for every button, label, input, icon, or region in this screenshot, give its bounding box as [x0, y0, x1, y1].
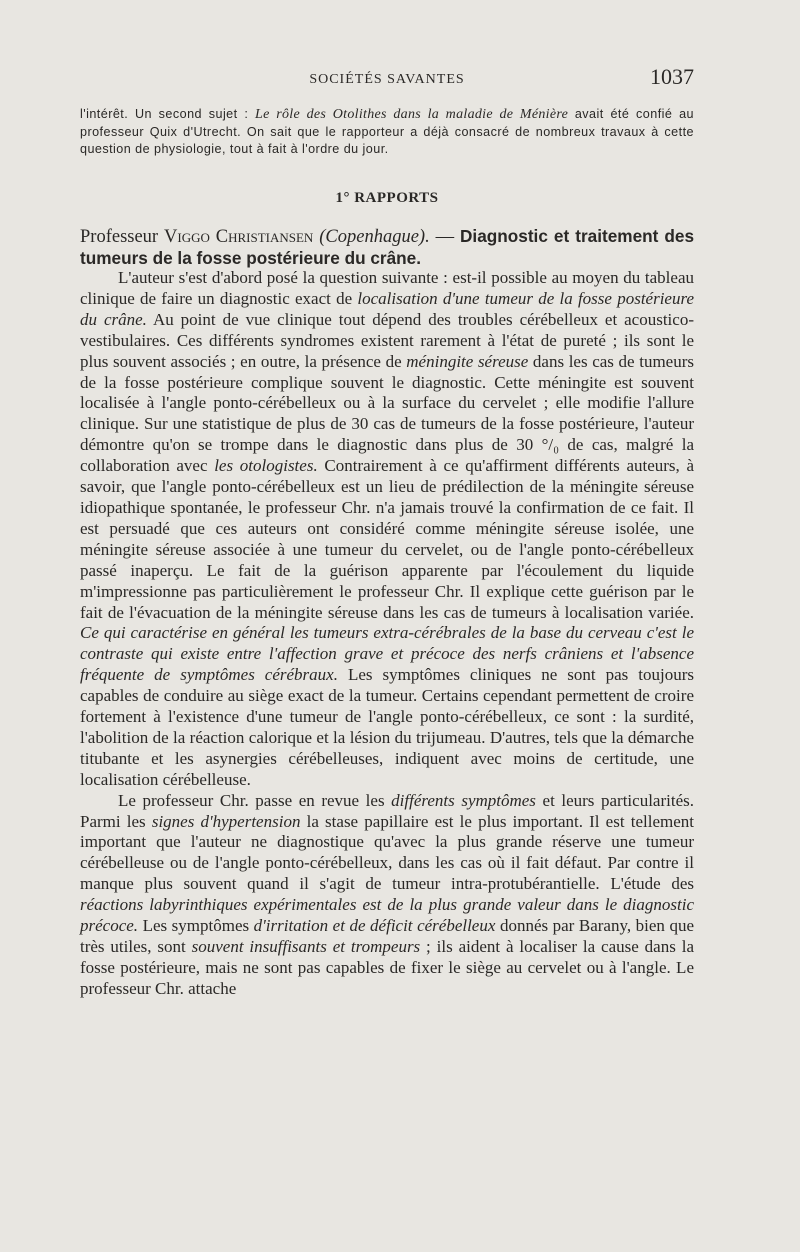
p2-text-4: Les symptômes [138, 916, 254, 936]
report-author: Viggo Christiansen [164, 227, 314, 247]
report-prefix: Professeur [80, 227, 164, 247]
p1-italic-2: méningite séreuse [406, 351, 529, 371]
section-heading: 1° RAPPORTS [335, 190, 439, 206]
report-heading [80, 226, 694, 270]
report-body [80, 268, 694, 1000]
p1-italic-4: Ce qui caractérise en général les tumeurs extra-cérébrales de la base du cerveau c'est le contraste qui existe entre l'affection grave et précoce des nerfs crâniens et l'absence fréquente de symptômes cérébraux. [80, 623, 694, 685]
p2-text-1: Le professeur Chr. passe en revue les [118, 790, 392, 810]
p2-italic-4: d'irritation et de déficit cérébelleux [253, 916, 496, 936]
report-title: Diagnostic et traitement des tumeurs de la fosse postérieure du crâne. [80, 226, 695, 268]
p2-text-5: donnés par Barany, bien que très utiles, sont [80, 916, 694, 956]
p2-italic-3: réactions labyrinthiques expérimentales est de la plus grande valeur dans le diagnostic précoce. [80, 895, 694, 936]
p2-italic-1: différents symptômes [391, 790, 536, 810]
p1-italic-1: localisation d'une tumeur de la fosse postérieure du crâne. [80, 288, 694, 329]
p2-text-3: la stase papillaire est le plus important. Il est tellement important que l'auteur ne diagnostique qu'avec la plus grande réserve une tumeur cérébelleuse ou de l'angle ponto-cérébelleux, dans les cas où il fait défaut. Par contre il manque plus souvent quand il s'agit de tumeur intra-protubérantielle. L'étude des [80, 811, 694, 894]
running-title: SOCIÉTÉS SAVANTES [309, 72, 465, 87]
report-place: (Copenhague). [319, 227, 430, 247]
intro-text-2: avait été confié au professeur Quix d'Utrecht. On sait que le rapporteur a déjà consacré de nombreux travaux à cette question de physiologie, tout à fait à l'ordre du jour. [80, 107, 695, 156]
p1-text-4: Contrairement à ce qu'affirment différents auteurs, à savoir, que l'angle ponto-cérébelleux est un lieu de prédilection de la méningite séreuse idiopathique spontanée, le professeur Chr. n'a jamais trouvé la confirmation de ce fait. Il est persuadé que ces auteurs ont considéré comme méningite séreuse isolée, une méningite séreuse associée à une tumeur du cervelet, ou de l'angle ponto-cérébelleux passé inaperçu. Le fait de la guérison apparente par l'écoulement du liquide m'impressionne pas particulièrement le professeur Chr. Il explique cette guérison par le fait de l'évacuation de la méningite séreuse dans les cas de tumeurs à localisation variée. [80, 456, 695, 622]
intro-italic-1: Le rôle des Otolithes dans la maladie de Ménière [255, 107, 569, 122]
p1-text-5: Les symptômes cliniques ne sont pas toujours capables de conduire au siège exact de la tumeur. Certains cependant permettent de croire fortement à l'existence d'une tumeur de l'angle ponto-cérébelleux, ce sont : la surdité, l'abolition de la réaction calorique et la lésion du trijumeau. D'autres, tels que la démarche titubante et les asynergies cérébelleuses, indiquent avec moins de certitude, une localisation cérébelleuse. [80, 665, 694, 789]
page-header [80, 64, 694, 94]
p1-text-3: dans les cas de tumeurs de la fosse postérieure complique souvent le diagnostic. Cette méningite est souvent localisée à l'angle ponto-cérébelleux ou à la surface du cervelet ; elle modifie l'allure clinique. Sur une statistique de plus de 30 cas de tumeurs de la fosse postérieure, l'auteur démontre qu'on se trompe dans le diagnostic dans plus de 30 °/₀ de cas, malgré la collaboration avec [80, 351, 694, 476]
report-dash: — [429, 227, 461, 247]
p1-text-1: L'auteur s'est d'abord posé la question suivante : est-il possible au moyen du tableau clinique de faire un diagnostic exact de [80, 268, 694, 308]
body-paragraph-1 [80, 268, 694, 791]
p2-text-6: ; ils aident à localiser la cause dans la fosse postérieure, mais ne sont pas capables de fixer le siège au cervelet ou à l'angle. Le professeur Chr. attache [80, 937, 694, 998]
p2-text-2: et leurs particularités. Parmi les [80, 790, 694, 831]
p1-italic-3: les otologistes. [214, 456, 318, 476]
page-number: 1037 [650, 64, 694, 89]
p2-italic-5: souvent insuffisants et trompeurs [191, 937, 421, 956]
body-paragraph-2 [80, 791, 694, 1000]
intro-paragraph [80, 106, 694, 159]
p1-text-2: Au point de vue clinique tout dépend des troubles cérébelleux et acoustico-vestibulaires. Ces différents syndromes existent rarement à l'état de pureté ; ils sont le plus souvent associés ; en outre, la présence de [80, 309, 694, 371]
p2-italic-2: signes d'hypertension [151, 811, 301, 831]
intro-text-1: l'intérêt. Un second sujet : [80, 107, 256, 121]
